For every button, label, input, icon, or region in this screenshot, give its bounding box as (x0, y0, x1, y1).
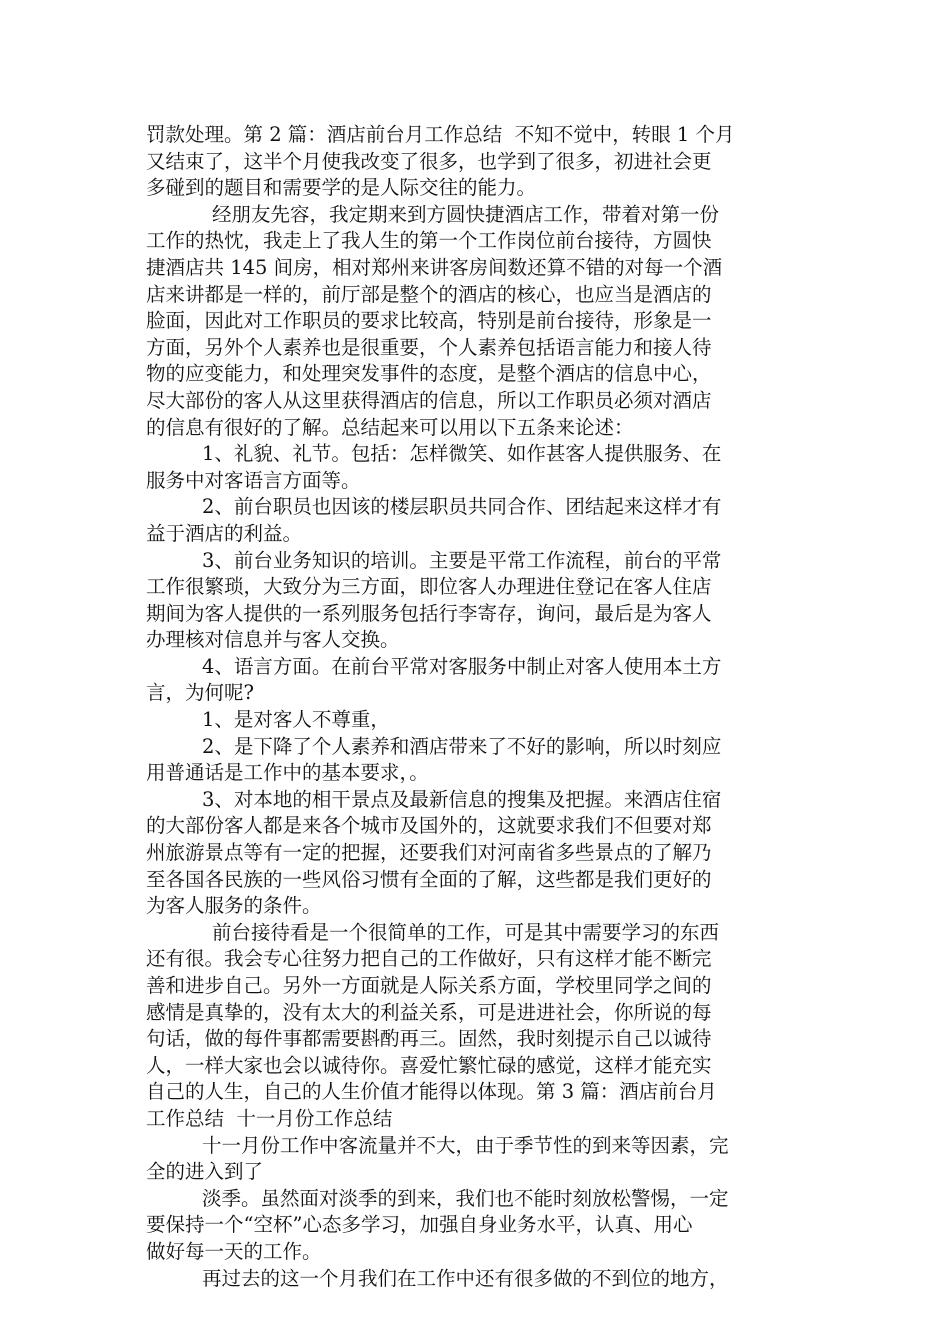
text-line: 淡季。虽然面对淡季的到来，我们也不能时刻放松警惕，一定 (202, 1186, 729, 1210)
text-line: 言，为何呢? (146, 681, 254, 705)
text-line: 1、是对客人不尊重， (202, 708, 390, 732)
text-line: 捷酒店共 145 间房，相对郑州来讲客房间数还算不错的对每一个酒 (146, 255, 723, 279)
text-line: 3、对本地的相干景点及最新信息的搜集及把握。来酒店住宿 (202, 787, 722, 811)
text-line: 人，一样大家也会以诚待你。喜爱忙繁忙碌的感觉，这样才能充实 (146, 1053, 712, 1077)
text-line: 期间为客人提供的一系列服务包括行李寄存，询问，最后是为客人 (146, 601, 712, 625)
text-line: 经朋友先容，我定期来到方圆快捷酒店工作，带着对第一份 (212, 202, 720, 226)
text-line: 工作总结 十一月份工作总结 (146, 1106, 393, 1130)
text-line: 尽大部份的客人从这里获得酒店的信息，所以工作职员必须对酒店 (146, 388, 712, 412)
text-line: 服务中对客语言方面等。 (146, 468, 361, 492)
text-line: 2、是下降了个人素养和酒店带来了不好的影响，所以时刻应 (202, 734, 722, 758)
text-line: 方面，另外个人素养也是很重要，个人素养包括语言能力和接人待 (146, 335, 712, 359)
text-line: 2、前台职员也因该的楼层职员共同合作、团结起来这样才有 (202, 495, 722, 519)
text-line: 又结束了，这半个月使我改变了很多，也学到了很多，初进社会更 (146, 149, 712, 173)
text-line: 工作的热忱，我走上了我人生的第一个工作岗位前台接待，方圆快 (146, 229, 712, 253)
text-line: 自己的人生，自己的人生价值才能得以体现。第 3 篇：酒店前台月 (146, 1080, 717, 1104)
text-line: 店来讲都是一样的，前厅部是整个的酒店的核心，也应当是酒店的 (146, 282, 712, 306)
text-line: 感情是真挚的，没有太大的利益关系，可是进进社会，你所说的每 (146, 1000, 712, 1024)
text-line: 要保持一个“空杯”心态多学习，加强自身业务水平，认真、用心 (146, 1213, 693, 1237)
text-line: 3、前台业务知识的培训。主要是平常工作流程，前台的平常 (202, 548, 722, 572)
text-line: 句话，做的每件事都需要斟酌再三。固然，我时刻提示自己以诚待 (146, 1027, 712, 1051)
text-line: 办理核对信息并与客人交换。 (146, 628, 400, 652)
text-line: 1、礼貌、礼节。包括：怎样微笑、如作甚客人提供服务、在 (202, 442, 722, 466)
text-line: 前台接待看是一个很简单的工作，可是其中需要学习的东西 (212, 920, 720, 944)
text-line: 州旅游景点等有一定的把握，还要我们对河南省多些景点的了解乃 (146, 841, 712, 865)
text-line: 工作很繁琐，大致分为三方面，即位客人办理进住登记在客人住店 (146, 575, 712, 599)
text-line: 脸面，因此对工作职员的要求比较高，特别是前台接待，形象是一 (146, 309, 712, 333)
text-line: 为客人服务的条件。 (146, 894, 322, 918)
text-line: 的大部份客人都是来各个城市及国外的，这就要求我们不但要对郑 (146, 814, 712, 838)
text-line: 的信息有很好的了解。总结起来可以用以下五条来论述： (146, 415, 634, 439)
text-line: 益于酒店的利益。 (146, 521, 303, 545)
text-line: 至各国各民族的一些风俗习惯有全面的了解，这些都是我们更好的 (146, 867, 712, 891)
document-body (146, 122, 810, 1292)
text-line: 物的应变能力，和处理突发事件的态度，是整个酒店的信息中心， (146, 362, 712, 386)
text-line: 罚款处理。第 2 篇：酒店前台月工作总结 不知不觉中，转眼 1 个月 (146, 123, 735, 146)
text-line: 善和进步自己。另外一方面就是人际关系方面，学校里同学之间的 (146, 974, 712, 997)
text-line: 十一月份工作中客流量并不大，由于季节性的到来等因素，完 (202, 1133, 729, 1157)
text-line: 再过去的这一个月我们在工作中还有很多做的不到位的地方， (202, 1266, 729, 1290)
text-line: 还有很。我会专心往努力把自己的工作做好，只有这样才能不断完 (146, 947, 712, 971)
text-line: 多碰到的题目和需要学的是人际交往的能力。 (146, 176, 537, 200)
text-line: 4、语言方面。在前台平常对客服务中制止对客人使用本土方 (202, 654, 722, 678)
text-line: 全的进入到了 (146, 1160, 264, 1184)
text-line: 用普通话是工作中的基本要求，。 (146, 761, 429, 785)
text-line: 做好每一天的工作。 (146, 1239, 322, 1263)
